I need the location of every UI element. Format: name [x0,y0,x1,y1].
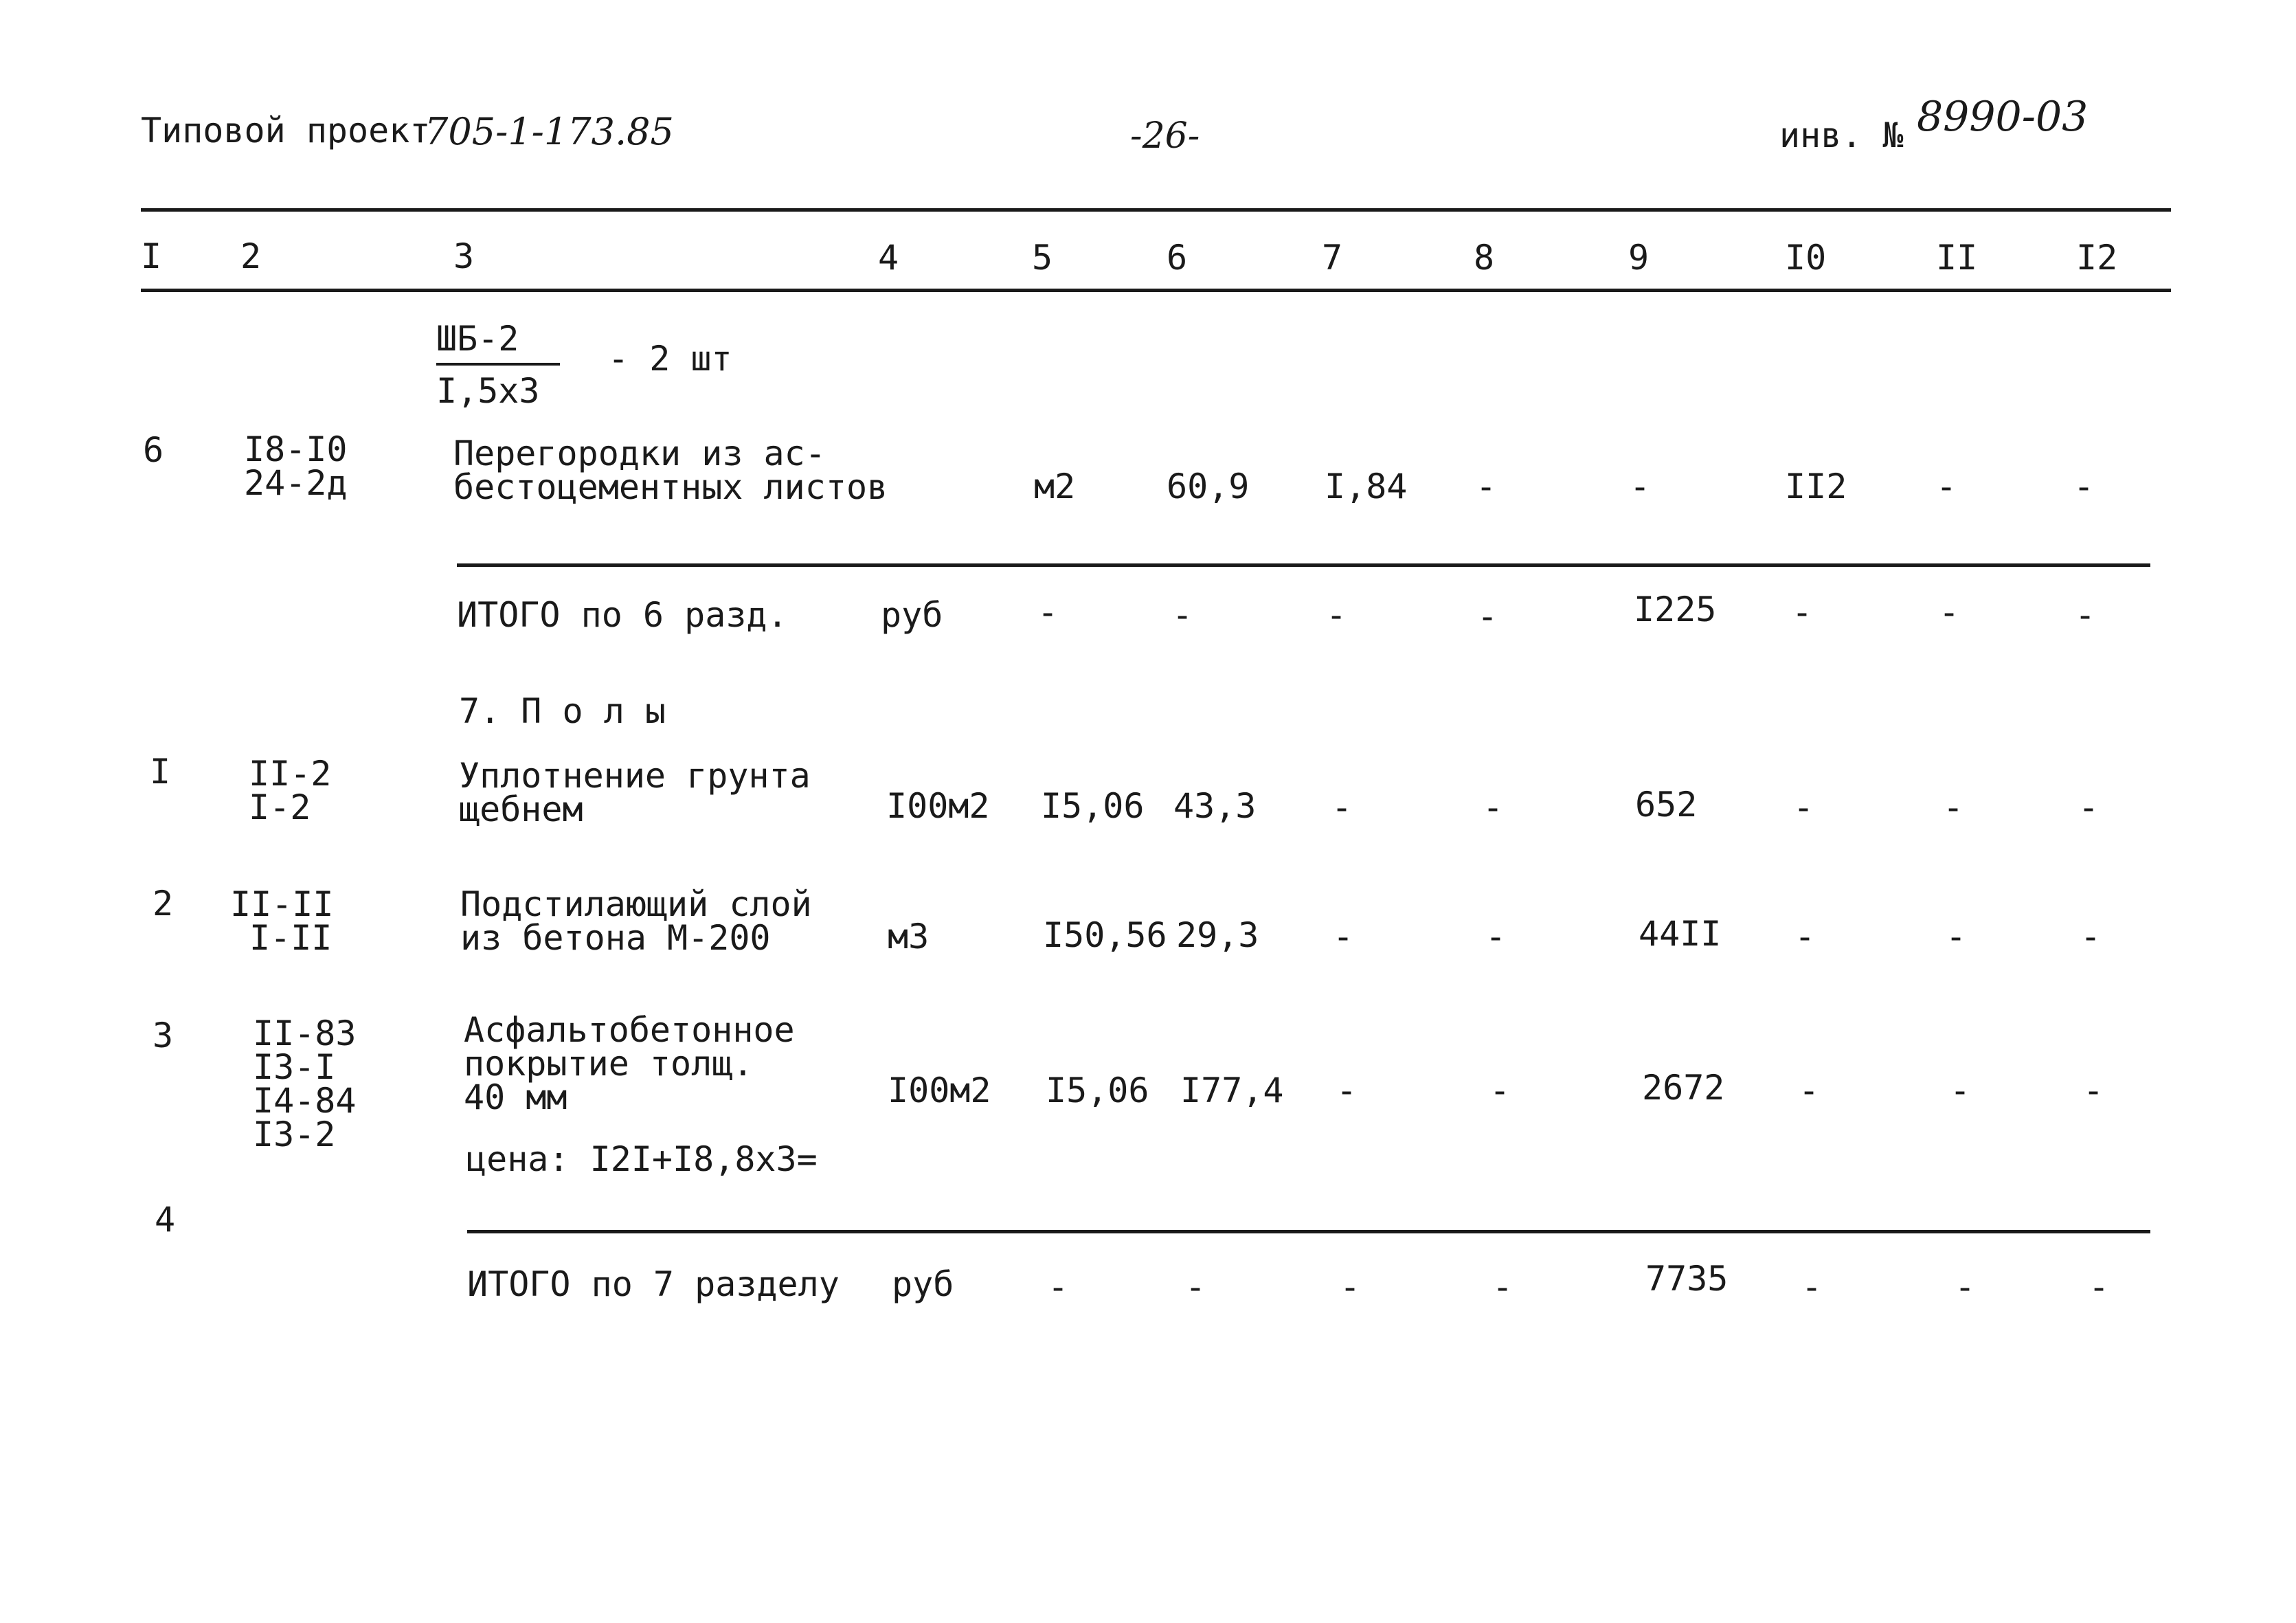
row-col8: - [1630,467,1651,506]
fraction [436,319,560,411]
row-name: Перегородки из ас- бестоцементных листов [453,434,888,507]
project-number: 705-1-173.85 [425,110,674,153]
section-title: 7. П о л ы [459,691,666,731]
fraction-numerator: ШБ-2 [436,319,519,359]
fraction-bar [436,363,560,366]
row-col10: - [1936,467,1957,506]
row-col7: - [1326,595,1347,635]
page-number: -26- [1130,115,1200,157]
row-col10: - [1792,592,1813,632]
column-header-7: 7 [1322,238,1343,278]
column-header-4: 4 [878,238,899,278]
row-number: 2 [153,884,174,924]
row-col10: - [1799,1071,1820,1110]
row-col12: - [2080,917,2102,956]
row-col6: I,84 [1325,467,1408,506]
column-header-9: 9 [1628,238,1650,278]
subtotal-rule-6 [457,563,2150,567]
row-col7: - [1333,917,1354,956]
row-number: 4 [155,1200,176,1240]
row-code: I8-I0 24-2д [244,429,348,503]
row-col6: I77,4 [1180,1071,1284,1110]
row-col9: 44II [1639,914,1722,954]
row-col8: - [1485,917,1507,956]
row-unit: I00м2 [886,786,990,826]
column-header-11: II [1936,238,1978,278]
row-col8: - [1489,1071,1511,1110]
column-header-8: 8 [1474,238,1495,278]
row-col5: - [1037,592,1059,632]
row-col5: I5,06 [1046,1071,1149,1110]
row-col7: - [1336,1071,1358,1110]
column-header-5: 5 [1032,238,1053,278]
row-col9: 2672 [1642,1068,1725,1108]
row-col10: - [1801,1267,1823,1307]
subtotal-label: ИТОГО по 7 разделу [467,1264,840,1304]
row-col6: - [1172,595,1193,635]
column-header-3: 3 [453,236,475,276]
row-col6: 29,3 [1176,915,1259,955]
row-unit: руб [892,1264,954,1304]
row-col11: - [1943,787,1964,827]
header-rule-bottom [141,289,2171,292]
row-code: II-83 I3-I I4-84 I3-2 [253,1014,357,1154]
row-col9: II2 [1785,467,1847,506]
row-col11: - [1946,917,1967,956]
row-name: Подстилающий слой из бетона М-200 [460,884,812,958]
column-header-2: 2 [240,236,262,276]
row-col12: - [2083,1071,2104,1110]
row-col8: - [1483,787,1504,827]
inv-label: инв. № [1779,115,1904,155]
row-name: Уплотнение грунта щебнем [459,756,811,829]
row-col6: - [1185,1267,1206,1307]
row-name: Асфальтобетонное покрытие толщ. 40 мм [464,1010,795,1117]
fraction-suffix: - 2 шт [608,339,732,379]
row-unit: руб [881,595,943,635]
row-col7: - [1331,787,1353,827]
row-col8: - [1477,596,1498,636]
row-col10: - [1793,787,1814,827]
row-col10: - [1794,917,1816,956]
column-header-10: I0 [1785,238,1827,278]
row-col11: - [1939,592,1960,632]
subtotal-label: ИТОГО по 6 разд. [457,595,788,635]
column-header-1: I [141,236,162,276]
row-unit: м3 [888,917,930,956]
row-code: II-II I-II [230,884,334,958]
row-col7: - [1340,1267,1361,1307]
inv-number: 8990-03 [1917,93,2089,141]
row-unit: I00м2 [888,1071,991,1110]
fraction-denominator: I,5x3 [436,371,540,411]
row-col8: - [1492,1267,1513,1307]
row-col9: I225 [1634,590,1717,629]
row-col12: - [2089,1267,2110,1307]
row-col6: 43,3 [1173,786,1257,826]
row-col11: - [2073,467,2095,506]
project-label: Типовой проект [141,111,431,150]
price-note: цена: I2I+I8,8x3= [466,1139,818,1179]
row-col5: 60,9 [1167,467,1250,506]
row-col9: 652 [1635,785,1698,825]
column-header-12: I2 [2076,238,2118,278]
row-unit: м2 [1034,467,1076,506]
row-number: I [150,752,171,792]
row-col5: I5,06 [1041,786,1145,826]
row-col5: I50,56 [1043,915,1167,955]
column-header-6: 6 [1167,238,1188,278]
row-col9: 7735 [1645,1259,1729,1299]
row-col11: - [1950,1071,1971,1110]
row-col5: - [1048,1267,1069,1307]
row-col11: - [1955,1267,1976,1307]
row-col7: - [1476,467,1497,506]
subtotal-rule-7 [467,1230,2150,1233]
row-number: 3 [153,1016,174,1055]
row-col12: - [2078,787,2100,827]
row-number: 6 [143,430,164,470]
row-col12: - [2075,595,2096,635]
header-rule-top [141,208,2171,212]
row-code: II-2 I-2 [249,754,332,827]
